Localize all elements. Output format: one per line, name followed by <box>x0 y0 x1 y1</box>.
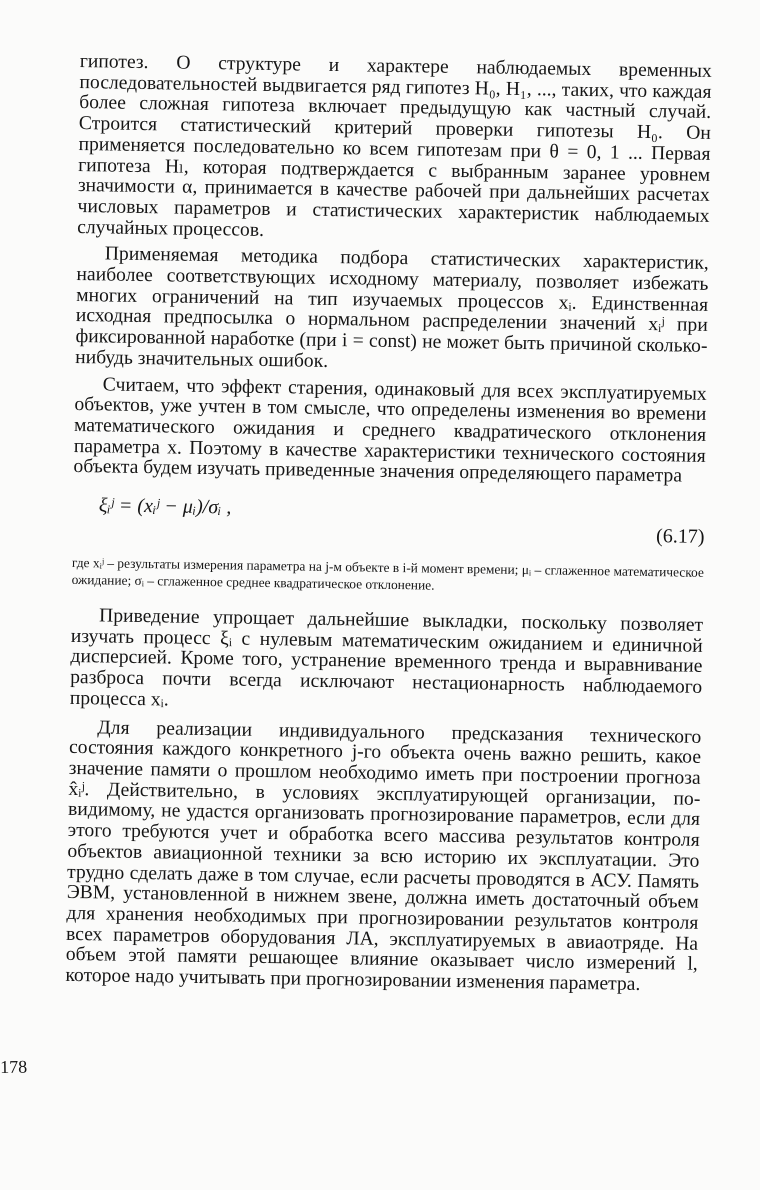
paragraph-methodology: Применяемая методика подбора статистических характеристик, наиболее соответствующих исходному материалу, позволяет избежать многих ограничений на тип изучаемых процессов xᵢ. Единственная исходная предпосылка о нормальном распределении значений xᵢʲ при фиксированной наработке (при i = const) не может быть причиной сколько-нибудь значительных ошибок. <box>75 243 709 372</box>
paragraph-individual-prediction: Для реализации индивидуального предсказания технического состояния каждого конкретного j-го объекта очень важно решить, какое значение памяти о прошлом необходимо иметь при построении прогноза x̂ᵢʲ. Действительно, в условиях эксплуатирующей организации, по-видимому, не удастся организовать прогнозирование параметров, если для этого требуются учет и обработка всего массива результатов контроля объектов авиационной техники за всю историю их эксплуатации. Это трудно сделать даже в том случае, если расчеты проводятся в АСУ. Память ЭВМ, установленной в нижнем звене, должна иметь достаточный объем для хранения необходимых при прогнозировании результатов контроля всех параметров оборудования ЛА, эксплуатируемых в авиаотряде. На объем этой памяти решающее влияние оказывает число измерений l, которое надо учитывать при прогнозировании изменения параметра. <box>65 716 702 995</box>
page-number: 178 <box>0 1056 28 1077</box>
paragraph-aging-effect: Считаем, что эффект старения, одинаковый для всех эксплуатируемых объектов, уже учтен в том смысле, что определены изменения во времени математического ожидания и среднего квадратического отклонения параметра x. Поэтому в качестве характеристики технического состояния объекта будем изучать приведенные значения определяющего параметра <box>73 373 707 487</box>
formula-normalized-parameter: ξᵢʲ = (xᵢʲ − μᵢ)/σᵢ , <box>98 494 232 519</box>
page-content <box>65 52 712 997</box>
formula-legend: где xᵢʲ – результаты измерения параметра на j-м объекте в i-й момент времени; μᵢ – сглаженное математическое ожидание; σᵢ – сглаженное среднее квадратическое отклонение. <box>71 555 705 593</box>
equation-number: (6.17) <box>655 525 705 548</box>
equation-6-17 <box>72 488 705 564</box>
paragraph-normalization: Приведение упрощает дальнейшие выкладки, поскольку позволяет изучать процесс ξᵢ с нулевым математическим ожиданием и единичной дисперсией. Кроме того, устранение временного тренда и выравнивание разброса почти всегда исключают нестационарность наблюдаемого процесса xᵢ. <box>69 605 704 711</box>
paragraph-hypotheses: гипотез. О структуре и характере наблюдаемых временных последовательностей выдвигается ряд гипотез H₀, H₁, ..., таких, что каждая более сложная гипотеза включает предыдущую как частный случай. Строится статистический критерий проверки гипотезы H₀. Он применяется последовательно ко всем гипотезам при θ = 0, 1 ... Первая гипотеза Hₗ, которая подтверждается с выбранным заранее уровнем значимости α, принимается в качестве рабочей при дальнейших расчетах числовых параметров и статистических характеристик наблюдаемых случайных процессов. <box>77 51 712 241</box>
